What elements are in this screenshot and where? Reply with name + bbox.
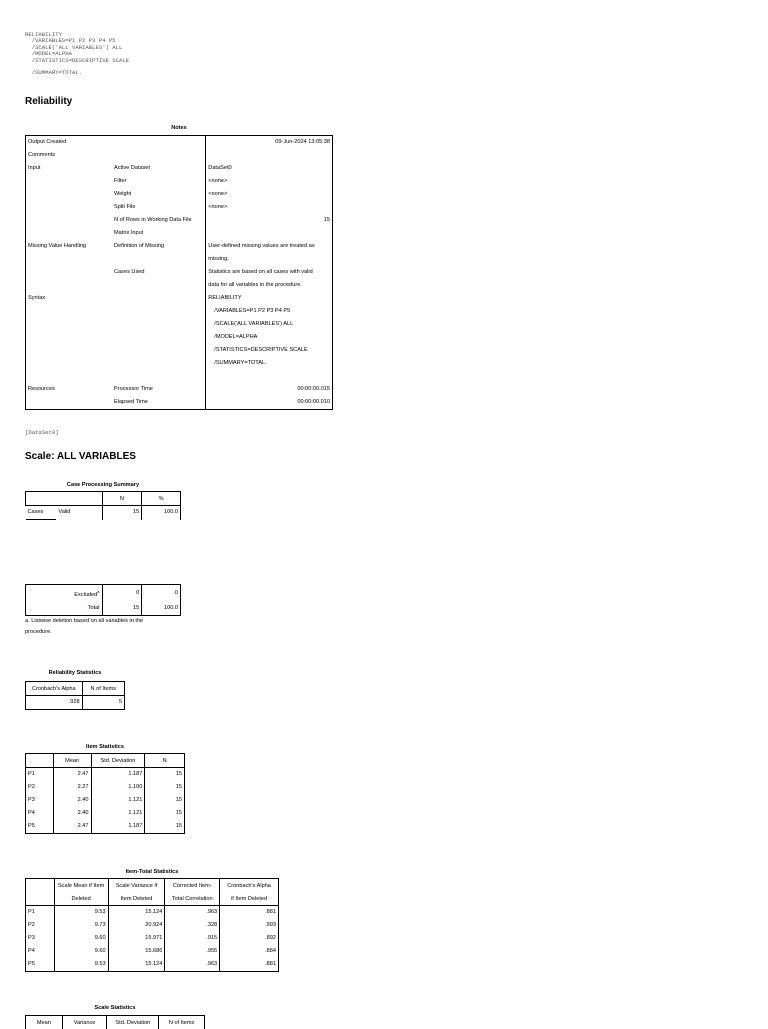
row-sublabel: Split File — [112, 201, 206, 214]
cell-value: 20.924 — [108, 919, 165, 932]
col-header: N of Items — [159, 1016, 205, 1029]
table-row — [26, 807, 185, 820]
row-label: Syntax — [26, 292, 113, 305]
cell-value: 1.121 — [91, 807, 145, 820]
col-header: if Item Deleted — [220, 892, 279, 906]
cell-value: 00:00:00.010 — [206, 396, 333, 410]
row-label: Comments — [26, 149, 113, 162]
col-header: Scale Variance if — [108, 879, 165, 893]
table-row — [26, 781, 185, 794]
row-label: P4 — [26, 807, 54, 820]
row-sublabel: Processor Time — [112, 383, 206, 396]
row-label: P5 — [26, 958, 55, 972]
reliability-stats-title: Reliability Statistics — [25, 670, 125, 676]
cell-value: <none> — [206, 175, 333, 188]
item-total-title: Item-Total Statistics — [25, 869, 279, 875]
table-row — [26, 794, 185, 807]
syntax-line: /MODEL=ALPHA — [25, 51, 129, 57]
col-header: Cronbach's Alpha — [220, 879, 279, 893]
syntax-block — [25, 32, 129, 77]
cell-value: 15 — [102, 506, 142, 520]
row-sublabel: Valid — [56, 506, 102, 520]
row-label: P2 — [26, 781, 54, 794]
notes-title: Notes — [25, 125, 333, 131]
cell-value: 9.60 — [54, 932, 108, 945]
cell-value: .0 — [142, 585, 181, 602]
row-sublabel: Elapsed Time — [112, 396, 206, 410]
row-label: Resources — [26, 383, 113, 396]
row-label: Missing Value Handling — [26, 240, 113, 253]
cell-value: 9.73 — [54, 919, 108, 932]
table-row — [26, 919, 279, 932]
col-header: % — [142, 492, 181, 506]
item-stats-title: Item Statistics — [25, 744, 185, 750]
syntax-line: RELIABILITY — [206, 292, 333, 305]
row-label: P1 — [26, 768, 54, 782]
cell-value: 15.686 — [108, 945, 165, 958]
cell-value: 1.187 — [91, 768, 145, 782]
footnote — [25, 616, 143, 638]
reliability-heading: Reliability — [25, 96, 72, 107]
cell-value: .884 — [220, 945, 279, 958]
cell-value: 15 — [145, 807, 185, 820]
cell-value: 5 — [82, 696, 124, 710]
cell-value: .928 — [26, 696, 83, 710]
cell-value: .963 — [165, 906, 220, 920]
table-row — [26, 945, 279, 958]
cell-value: data for all variables in the procedure. — [206, 279, 333, 292]
cell-value: User-defined missing values are treated as — [206, 240, 333, 253]
cell-value: 15 — [145, 781, 185, 794]
cell-value: 15 — [145, 794, 185, 807]
cell-value: .993 — [220, 919, 279, 932]
cell-value: .955 — [165, 945, 220, 958]
syntax-line: /SUMMARY=TOTAL. — [25, 70, 129, 76]
table-row — [26, 958, 279, 972]
row-label: P2 — [26, 919, 55, 932]
row-sublabel: Cases Used — [112, 266, 206, 279]
syntax-line: /VARIABLES=P1 P2 P3 P4 P5 — [206, 305, 333, 318]
cell-value: .881 — [220, 906, 279, 920]
cell-value: 09-Jun-2024 13:05:38 — [206, 136, 333, 150]
scale-heading: Scale: ALL VARIABLES — [25, 451, 136, 462]
cell-value: .328 — [165, 919, 220, 932]
syntax-line: RELIABILITY — [25, 32, 129, 38]
cell-value: 0 — [102, 585, 142, 602]
col-header: Item Deleted — [108, 892, 165, 906]
footnote-line: procedure. — [25, 627, 143, 638]
col-header: Std. Deviation — [91, 754, 145, 768]
row-label: Input — [26, 162, 113, 175]
col-header: Corrected Item- — [165, 879, 220, 893]
cell-value: missing. — [206, 253, 333, 266]
row-label: Total — [26, 602, 103, 616]
syntax-line: /SCALE('ALL VARIABLES') ALL — [25, 45, 129, 51]
case-summary-table-top — [25, 491, 181, 520]
table-row — [26, 906, 279, 920]
row-sublabel: Active Dataset — [112, 162, 206, 175]
case-summary-title: Case Processing Summary — [25, 482, 181, 488]
col-header: Deleted — [54, 892, 108, 906]
cell-value: <none> — [206, 188, 333, 201]
cell-value: 9.53 — [54, 958, 108, 972]
cell-value: .881 — [220, 958, 279, 972]
cell-value: 1.121 — [91, 794, 145, 807]
item-total-table — [25, 878, 279, 972]
cell-value: .892 — [220, 932, 279, 945]
cell-value: DataSet0 — [206, 162, 333, 175]
col-header: N — [145, 754, 185, 768]
table-row — [26, 932, 279, 945]
item-stats-table — [25, 753, 185, 834]
scale-stats-title: Scale Statistics — [25, 1005, 205, 1011]
cell-value: 00:00:00.015 — [206, 383, 333, 396]
row-label: P4 — [26, 945, 55, 958]
row-label: Cases — [26, 506, 57, 520]
row-label: P3 — [26, 932, 55, 945]
cell-value: 2.47 — [53, 820, 91, 834]
row-sublabel: Matrix Input — [112, 227, 206, 240]
row-label: P1 — [26, 906, 55, 920]
cell-value: 2.27 — [53, 781, 91, 794]
syntax-line: /STATISTICS=DESCRIPTIVE SCALE — [25, 58, 129, 64]
cell-value: Statistics are based on all cases with valid — [206, 266, 333, 279]
row-label: Excluded — [74, 592, 97, 598]
col-header: Total Correlation — [165, 892, 220, 906]
cell-value: 15 — [145, 820, 185, 834]
col-header: Mean — [26, 1016, 63, 1029]
cell-value: 15 — [145, 768, 185, 782]
notes-table — [25, 135, 333, 410]
cell-value: 9.53 — [54, 906, 108, 920]
cell-value: 1.187 — [91, 820, 145, 834]
cell-value: 15 — [206, 214, 333, 227]
syntax-line: /SCALE('ALL VARIABLES') ALL — [206, 318, 333, 331]
syntax-line: /SUMMARY=TOTAL. — [206, 357, 333, 370]
col-header: Mean — [53, 754, 91, 768]
cell-value: 2.47 — [53, 768, 91, 782]
row-label: P5 — [26, 820, 54, 834]
cell-value: .915 — [165, 932, 220, 945]
case-summary-table-bottom — [25, 584, 181, 616]
cell-value: 2.40 — [53, 807, 91, 820]
cell-value: 15 — [102, 602, 142, 616]
cell-value: .963 — [165, 958, 220, 972]
row-sublabel: N of Rows in Working Data File — [112, 214, 206, 227]
table-row — [26, 820, 185, 834]
col-header: Cronbach's Alpha — [26, 682, 83, 696]
row-sublabel: Weight — [112, 188, 206, 201]
cell-value: 1.100 — [91, 781, 145, 794]
cell-value: 9.60 — [54, 945, 108, 958]
syntax-line: /MODEL=ALPHA — [206, 331, 333, 344]
cell-value: 15.124 — [108, 958, 165, 972]
cell-value: 15.124 — [108, 906, 165, 920]
col-header: N — [102, 492, 142, 506]
reliability-stats-table — [25, 681, 125, 710]
col-header: Scale Mean if Item — [54, 879, 108, 893]
cell-value: 15.971 — [108, 932, 165, 945]
row-sublabel: Filter — [112, 175, 206, 188]
footnote-line: a. Listwise deletion based on all variables in the — [25, 616, 143, 627]
footnote-marker: a — [97, 589, 99, 594]
cell-value: 100.0 — [142, 602, 181, 616]
syntax-line: /VARIABLES=P1 P2 P3 P4 P5 — [25, 38, 129, 44]
row-sublabel: Definition of Missing — [112, 240, 206, 253]
cell-value: <none> — [206, 201, 333, 214]
row-label: P3 — [26, 794, 54, 807]
table-row — [26, 768, 185, 782]
dataset-tag: [DataSet0] — [25, 430, 59, 436]
syntax-line: /STATISTICS=DESCRIPTIVE SCALE — [206, 344, 333, 357]
scale-stats-table — [25, 1015, 205, 1029]
col-header: N of Items — [82, 682, 124, 696]
cell-value: 100.0 — [142, 506, 181, 520]
col-header: Variance — [62, 1016, 107, 1029]
row-label: Output Created — [26, 136, 113, 150]
col-header: Std. Deviation — [107, 1016, 159, 1029]
cell-value: 2.40 — [53, 794, 91, 807]
